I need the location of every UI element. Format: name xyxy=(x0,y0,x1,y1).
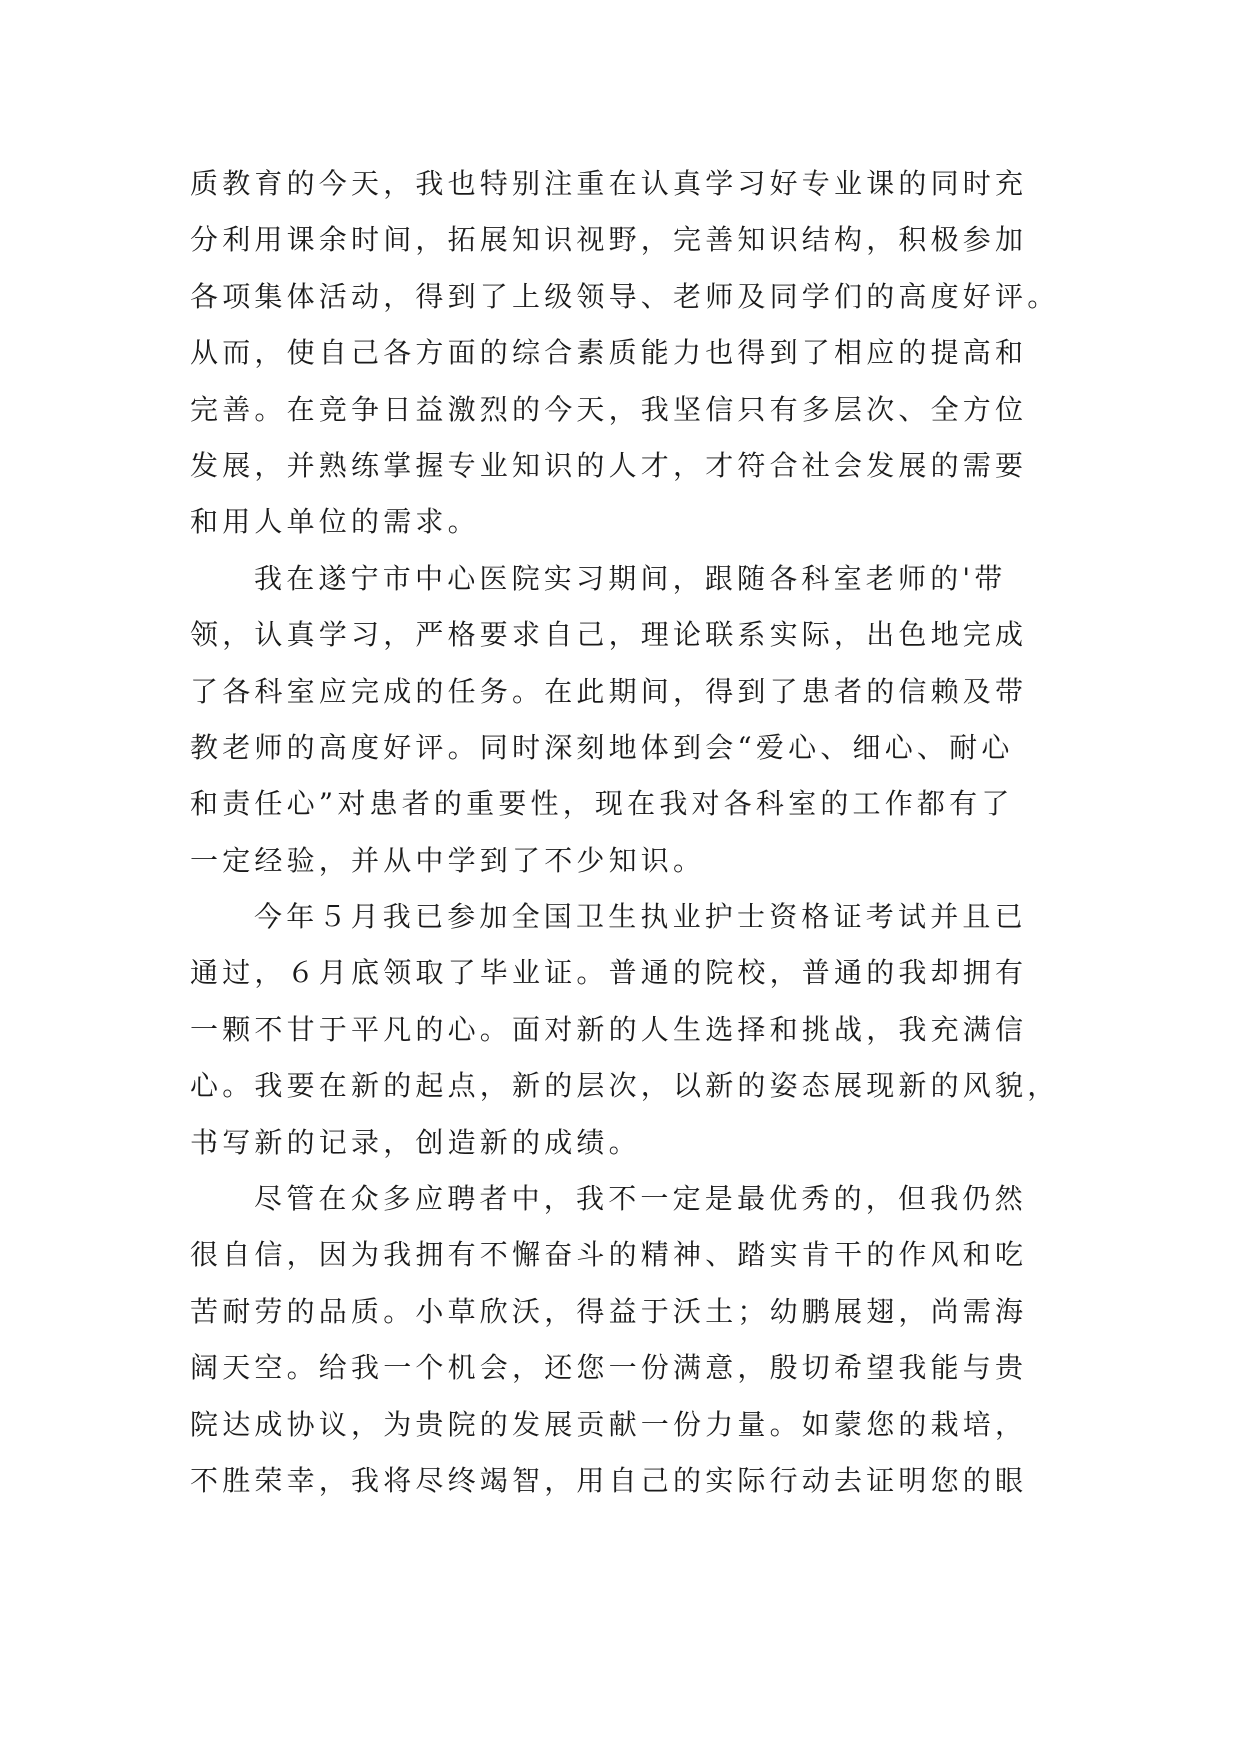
text-line: 教老师的高度好评。同时深刻地体到会“爱心、细心、耐心 xyxy=(190,730,1014,764)
text-line: 心。我要在新的起点，新的层次，以新的姿态展现新的风貌， xyxy=(190,1069,1060,1103)
text-line: 了各科室应完成的任务。在此期间，得到了患者的信赖及带 xyxy=(190,674,1028,708)
text-line: 发展，并熟练掌握专业知识的人才，才符合社会发展的需要 xyxy=(190,448,1028,482)
text-line: 领，认真学习，严格要求自己，理论联系实际，出色地完成 xyxy=(190,618,1028,652)
text-line: 很自信，因为我拥有不懈奋斗的精神、踏实肯干的作风和吃 xyxy=(190,1238,1028,1272)
paragraph-first-line: 今年５月我已参加全国卫生执业护士资格证考试并且已 xyxy=(254,900,1027,934)
text-line: 和用人单位的需求。 xyxy=(190,505,480,539)
body-text xyxy=(190,156,1060,1509)
text-line: 阔天空。给我一个机会，还您一份满意，殷切希望我能与贵 xyxy=(190,1351,1028,1385)
text-line: 各项集体活动，得到了上级领导、老师及同学们的高度好评。 xyxy=(190,279,1060,313)
paragraph-first-line: 尽管在众多应聘者中，我不一定是最优秀的，但我仍然 xyxy=(254,1182,1027,1216)
text-line: 和责任心”对患者的重要性，现在我对各科室的工作都有了 xyxy=(190,787,1014,821)
text-line: 苦耐劳的品质。小草欣沃，得益于沃土；幼鹏展翅，尚需海 xyxy=(190,1294,1028,1328)
text-line: 质教育的今天，我也特别注重在认真学习好专业课的同时充 xyxy=(190,167,1028,200)
text-line: 完善。在竞争日益激烈的今天，我坚信只有多层次、全方位 xyxy=(190,392,1028,426)
paragraph-first-line: 我在遂宁市中心医院实习期间，跟随各科室老师的'带 xyxy=(254,561,1007,595)
text-line: 从而，使自己各方面的综合素质能力也得到了相应的提高和 xyxy=(190,336,1028,370)
text-line: 院达成协议，为贵院的发展贡献一份力量。如蒙您的栽培， xyxy=(190,1407,1028,1441)
text-line: 书写新的记录，创造新的成绩。 xyxy=(190,1125,641,1159)
text-line: 一定经验，并从中学到了不少知识。 xyxy=(190,843,706,877)
text-line: 通过，６月底领取了毕业证。普通的院校，普通的我却拥有 xyxy=(190,956,1028,990)
text-line: 一颗不甘于平凡的心。面对新的人生选择和挑战，我充满信 xyxy=(190,1012,1028,1046)
text-line: 不胜荣幸，我将尽终竭智，用自己的实际行动去证明您的眼 xyxy=(190,1463,1028,1497)
text-line: 分利用课余时间，拓展知识视野，完善知识结构，积极参加 xyxy=(190,223,1028,257)
